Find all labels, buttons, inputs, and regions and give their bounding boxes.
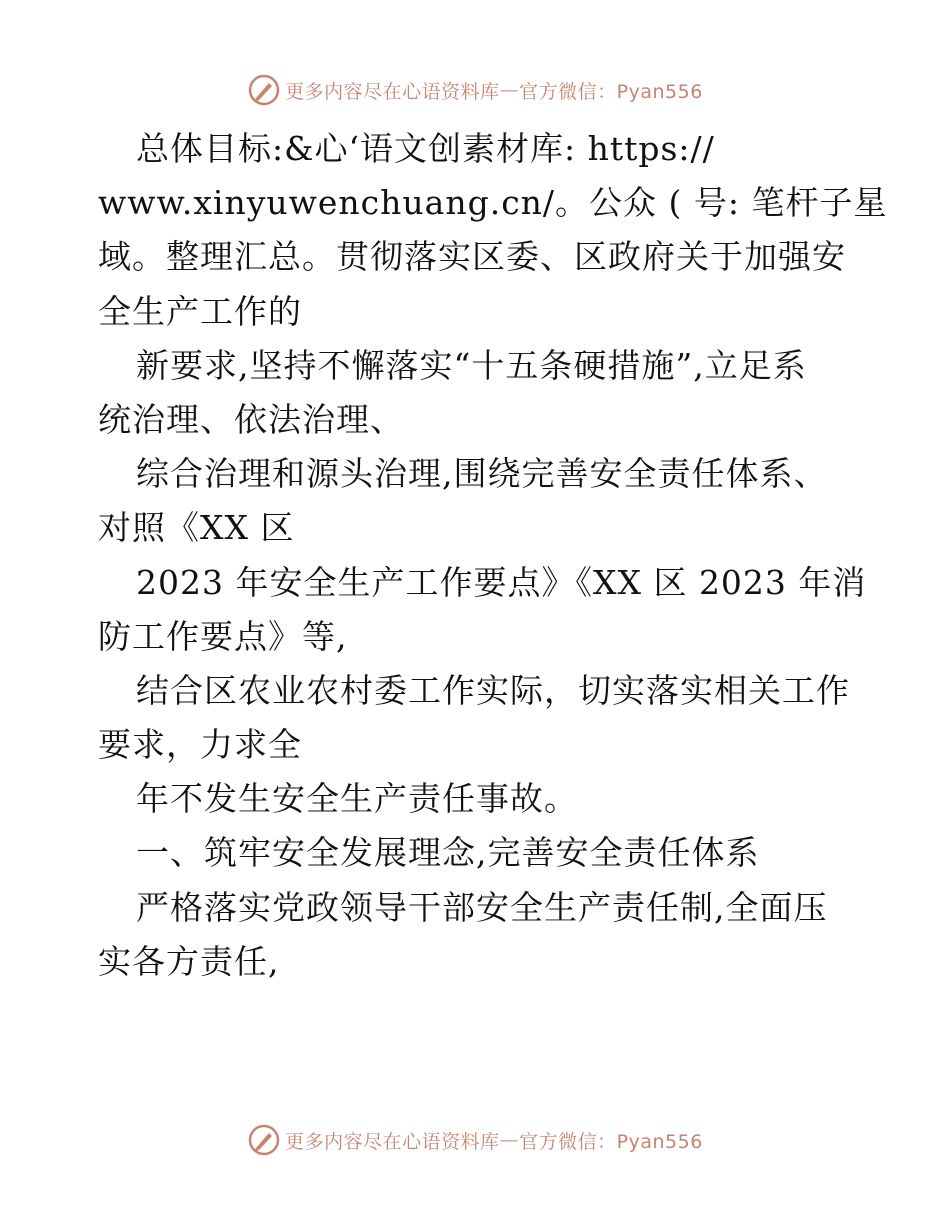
document-body <box>98 122 888 989</box>
body-line: 防工作要点》等, <box>98 616 348 656</box>
pen-logo-icon <box>247 73 281 107</box>
section-heading: 一、筑牢安全发展理念,完善安全责任体系 <box>136 833 760 873</box>
header-watermark <box>0 70 950 110</box>
watermark-site-text: 更多内容尽在心语资料库 <box>285 1130 500 1153</box>
body-line: 对照《XX 区 <box>98 508 295 548</box>
body-line: 结合区农业农村委工作实际，切实落实相关工作 <box>136 670 850 710</box>
watermark-wechat-text: 官方微信：Pyan556 <box>519 80 703 103</box>
body-line: 年不发生安全生产责任事故。 <box>136 779 578 819</box>
watermark-wechat-text: 官方微信：Pyan556 <box>519 1130 703 1153</box>
body-line: www.xinyuwenchuang.cn/。公众 ( 号: 笔杆子星 <box>98 183 888 223</box>
pen-logo-icon <box>247 1123 281 1157</box>
body-line: 新要求,坚持不懈落实“十五条硬措施”,立足系 <box>136 345 807 385</box>
watermark-separator: — <box>499 1129 520 1151</box>
body-line: 统治理、依法治理、 <box>98 399 404 439</box>
body-line: 实各方责任, <box>98 941 280 981</box>
body-line: 要求，力求全 <box>98 725 302 765</box>
body-line: 总体目标:&心‘语文创素材库: https:// <box>136 129 715 168</box>
body-line: 综合治理和源头治理,围绕完善安全责任体系、 <box>136 454 828 494</box>
body-line: 2023 年安全生产工作要点》《XX 区 2023 年消 <box>136 562 867 602</box>
body-line: 严格落实党政领导干部安全生产责任制,全面压 <box>136 887 828 927</box>
footer-watermark <box>0 1120 950 1160</box>
body-line: 全生产工作的 <box>98 291 302 331</box>
body-line: 域。整理汇总。贯彻落实区委、区政府关于加强安 <box>98 237 846 277</box>
watermark-separator: — <box>499 79 520 101</box>
watermark-site-text: 更多内容尽在心语资料库 <box>285 80 500 103</box>
